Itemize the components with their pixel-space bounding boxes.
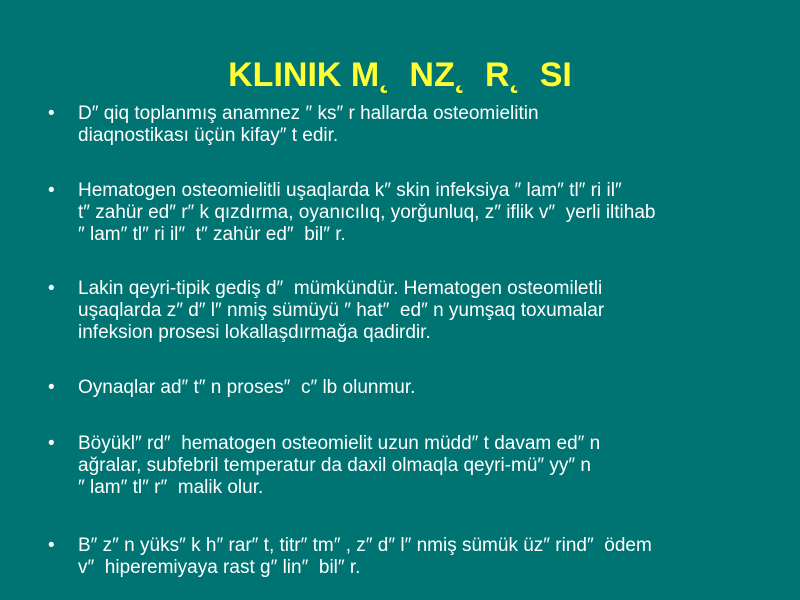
bullet-text: Lakin qeyri-tipik gediş d″ mümkündür. Hematogen osteomiletli uşaqlarda z″ d″ l″ nmiş sümüyü ″ hat″ ed″ n yumşaq toxumalar infeksion prosesi lokallaşdırmağa qadirdir. bbox=[78, 278, 605, 343]
bullet-icon: • bbox=[48, 180, 55, 201]
bullet-text: Böyükl″ rd″ hematogen osteomielit uzun müdd″ t davam ed″ n ağralar, subfebril temperatur da daxil olmaqla qeyri-mü″ yy″ n ″ lam″ tl″ r″ malik olur. bbox=[78, 433, 601, 498]
bullet-text: Oynaqlar ad″ t″ n proses″ c″ lb olunmur. bbox=[78, 377, 416, 398]
bullet-text: B″ z″ n yüks″ k h″ rar″ t, titr″ tm″ , z″ d″ l″ nmiş sümük üz″ rind″ ödem v″ hiperemiyaya rast g″ lin″ bil″ r. bbox=[78, 535, 652, 578]
bullet-icon: • bbox=[48, 278, 55, 299]
slide-title: KLINIK M˛ NZ˛ R˛ SI bbox=[228, 56, 572, 94]
bullet-icon: • bbox=[48, 377, 55, 398]
bullet-text: Hematogen osteomielitli uşaqlarda k″ skin infeksiya ″ lam″ tl″ ri il″ t″ zahür ed″ r″ k qızdırma, oyanıcılıq, yorğunluq, z″ iflik v″ yerli iltihab ″ lam″ tl″ ri il″ t″ zahür ed″ bil″ r. bbox=[78, 180, 656, 245]
bullet-icon: • bbox=[48, 103, 55, 124]
bullet-icon: • bbox=[48, 433, 55, 454]
bullet-icon: • bbox=[48, 535, 55, 556]
bullet-text: D″ qiq toplanmış anamnez ″ ks″ r hallarda osteomielitin diaqnostikası üçün kifay″ t edir. bbox=[78, 103, 539, 146]
